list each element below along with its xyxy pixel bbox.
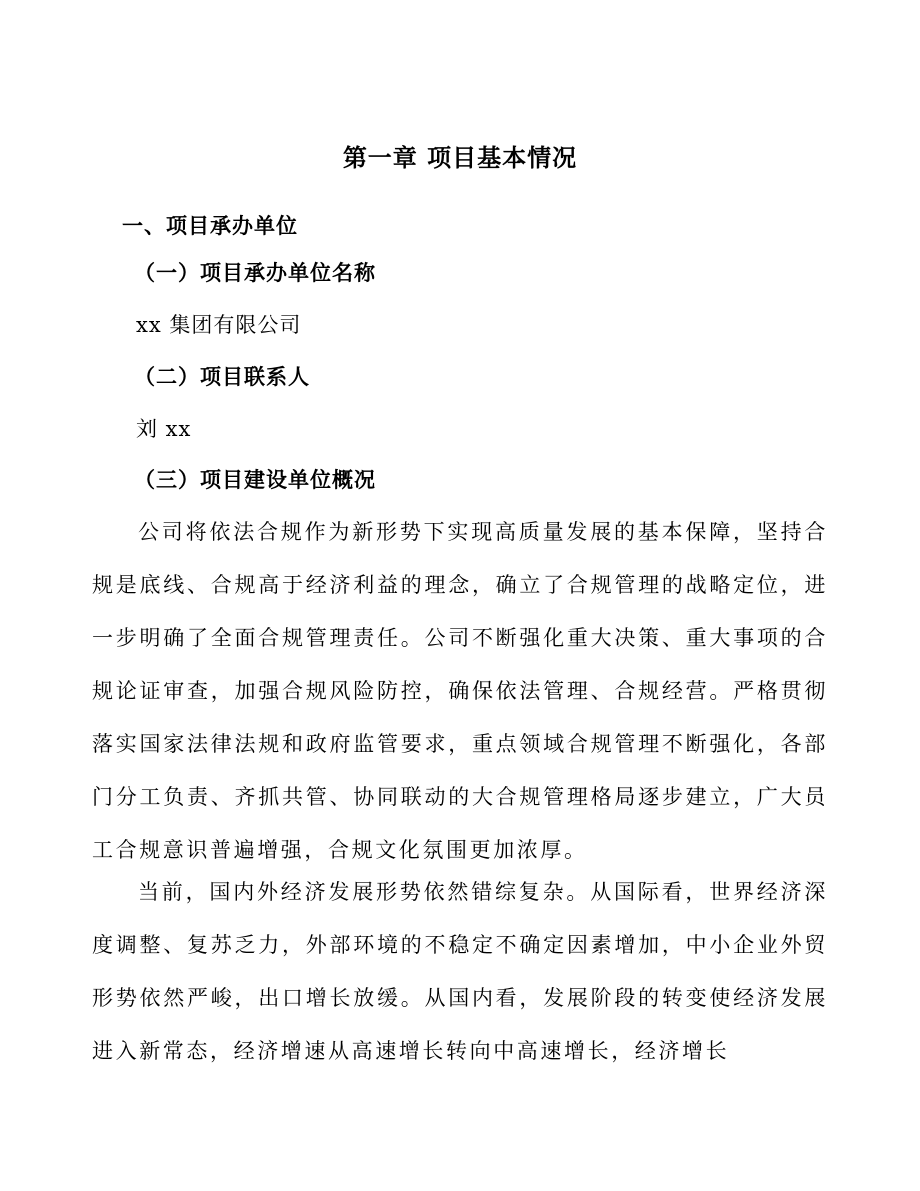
subsection-heading-builder-overview: （三）项目建设单位概况 — [134, 468, 376, 492]
section-heading-project-undertaker: 一、项目承办单位 — [122, 214, 298, 238]
paragraph-economic-situation: 当前，国内外经济发展形势依然错综复杂。从国际看，世界经济深度调整、复苏乏力，外部环境的不稳定不确定因素增加，中小企业外贸形势依然严峻，出口增长放缓。从国内看，发展阶段的转变使经济发展进入新常态，经济增速从高速增长转向中高速增长，经济增长 — [92, 880, 828, 1063]
chapter-title: 第一章 项目基本情况 — [342, 144, 578, 172]
subsection-heading-undertaker-name: （一）项目承办单位名称 — [134, 261, 376, 285]
subsection-heading-contact-person: （二）项目联系人 — [134, 365, 310, 389]
undertaker-name-value: xx 集团有限公司 — [136, 313, 302, 337]
paragraph-compliance: 公司将依法合规作为新形势下实现高质量发展的基本保障，坚持合规是底线、合规高于经济利益的理念，确立了合规管理的战略定位，进一步明确了全面合规管理责任。公司不断强化重大决策、重大事项的合规论证审查，加强合规风险防控，确保依法管理、合规经营。严格贯彻落实国家法律法规和政府监管要求，重点领域合规管理不断强化，各部门分工负责、齐抓共管、协同联动的大合规管理格局逐步建立，广大员工合规意识普遍增强，合规文化氛围更加浓厚。 — [92, 520, 828, 862]
contact-person-value: 刘 xx — [136, 417, 192, 441]
